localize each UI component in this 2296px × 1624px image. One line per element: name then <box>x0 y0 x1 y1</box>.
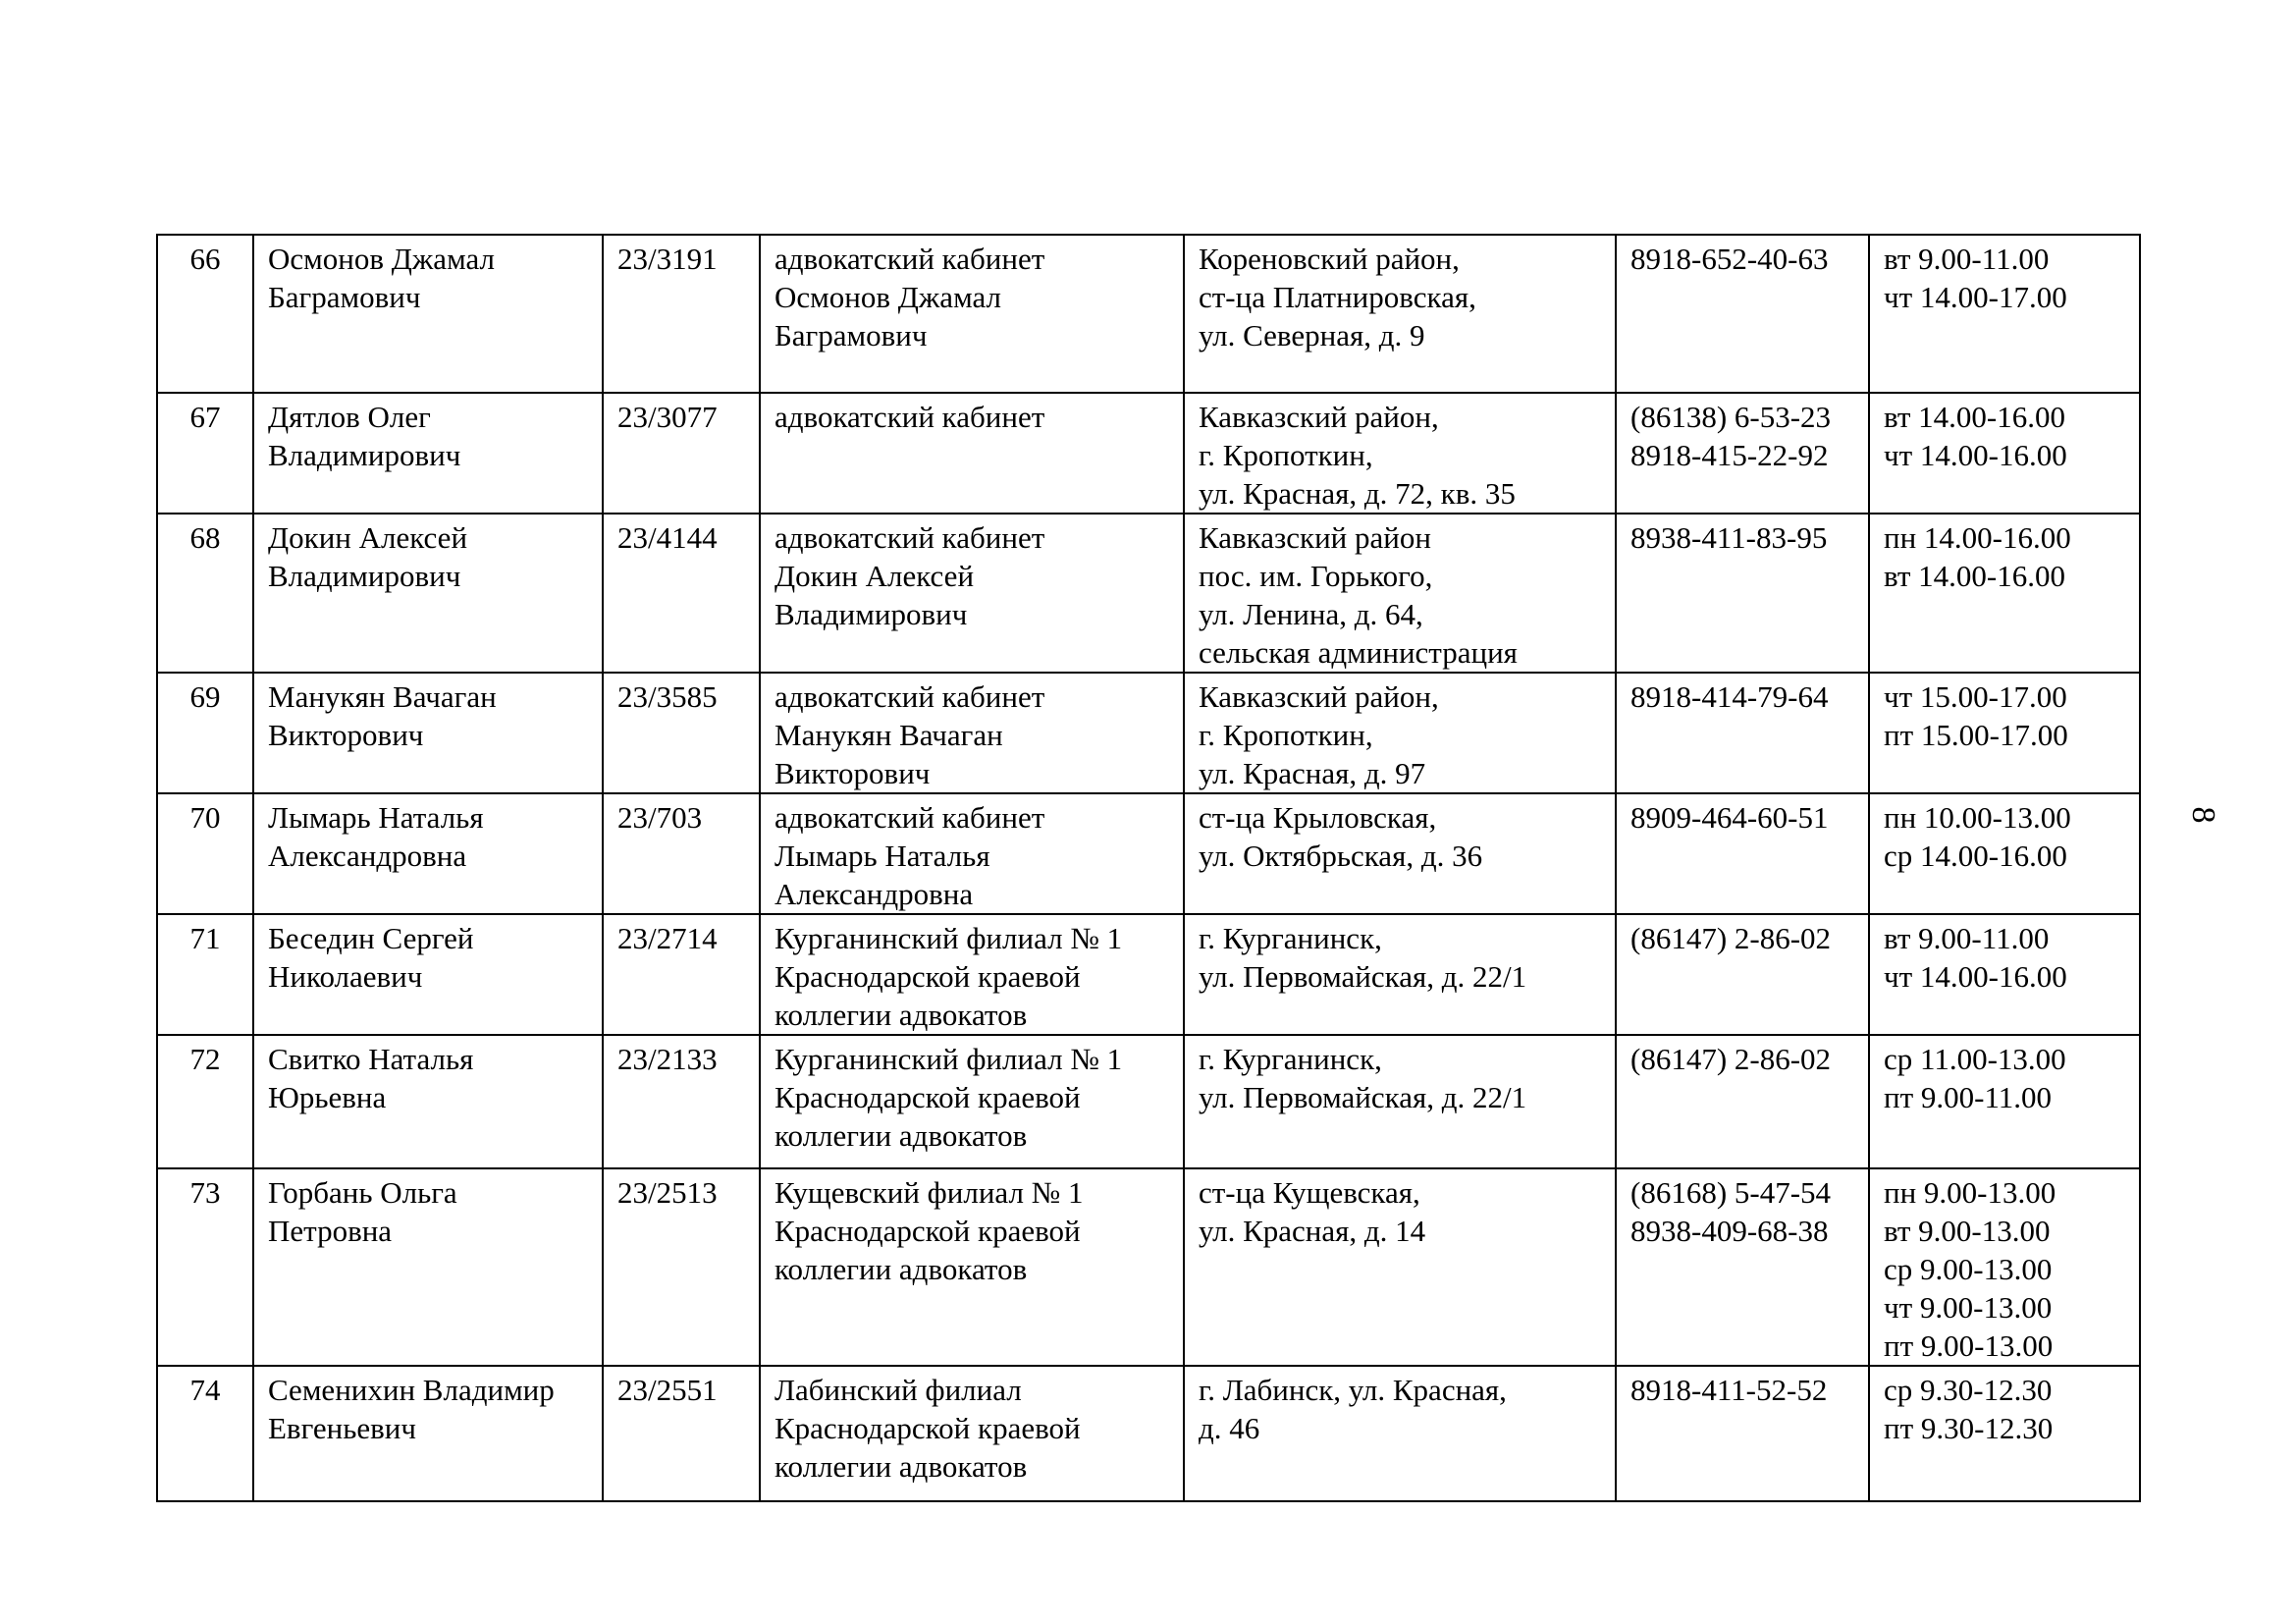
registry-number-cell: 23/2714 <box>603 914 760 1035</box>
lawyer-name-line: Юрьевна <box>268 1080 387 1114</box>
address-line: ст-ца Кущевская, <box>1199 1175 1420 1210</box>
table-row <box>157 914 2140 1035</box>
lawyer-name-line: Свитко Наталья <box>268 1042 474 1076</box>
address-line: ул. Октябрьская, д. 36 <box>1199 839 1483 873</box>
reception-hours-line: пн 10.00-13.00 <box>1884 800 2071 835</box>
address-cell <box>1184 1035 1616 1168</box>
reception-hours-line: пт 9.30-12.30 <box>1884 1411 2054 1445</box>
reception-hours-line: ср 11.00-13.00 <box>1884 1042 2066 1076</box>
reception-hours-line: пт 9.00-11.00 <box>1884 1080 2053 1114</box>
address-cell <box>1184 393 1616 514</box>
address-line: ст-ца Крыловская, <box>1199 800 1437 835</box>
organization-line: адвокатский кабинет <box>774 400 1045 434</box>
address-line: ул. Первомайская, д. 22/1 <box>1199 1080 1527 1114</box>
phone-line: (86138) 6-53-23 <box>1630 400 1832 434</box>
lawyer-name-cell <box>253 793 603 914</box>
reception-hours-cell <box>1869 793 2140 914</box>
address-line: г. Кропоткин, <box>1199 718 1373 752</box>
lawyer-name-line: Петровна <box>268 1214 393 1248</box>
registry-number-cell: 23/3585 <box>603 673 760 793</box>
reception-hours-line: чт 14.00-17.00 <box>1884 280 2067 314</box>
lawyer-name-cell <box>253 1035 603 1168</box>
lawyer-name-line: Владимирович <box>268 559 461 593</box>
address-line: г. Курганинск, <box>1199 921 1382 955</box>
organization-cell <box>760 514 1184 673</box>
address-cell <box>1184 235 1616 393</box>
phone-line: 8918-411-52-52 <box>1630 1373 1828 1407</box>
reception-hours-cell <box>1869 673 2140 793</box>
organization-line: Владимирович <box>774 597 968 631</box>
address-line: г. Курганинск, <box>1199 1042 1382 1076</box>
address-line: Кавказский район, <box>1199 400 1439 434</box>
address-line: ул. Красная, д. 97 <box>1199 756 1426 790</box>
organization-line: адвокатский кабинет <box>774 800 1045 835</box>
organization-cell <box>760 914 1184 1035</box>
organization-cell <box>760 1168 1184 1366</box>
row-number-cell: 66 <box>157 235 253 393</box>
organization-line: коллегии адвокатов <box>774 998 1028 1032</box>
reception-hours-line: чт 14.00-16.00 <box>1884 959 2067 994</box>
phone-line: 8909-464-60-51 <box>1630 800 1829 835</box>
address-line: ст-ца Платнировская, <box>1199 280 1476 314</box>
reception-hours-cell <box>1869 914 2140 1035</box>
organization-cell <box>760 235 1184 393</box>
row-number-cell: 70 <box>157 793 253 914</box>
organization-line: Викторович <box>774 756 931 790</box>
reception-hours-line: ср 9.00-13.00 <box>1884 1252 2053 1286</box>
phone-cell <box>1616 393 1869 514</box>
reception-hours-line: пн 14.00-16.00 <box>1884 520 2071 555</box>
table-row <box>157 393 2140 514</box>
address-line: ул. Красная, д. 14 <box>1199 1214 1426 1248</box>
organization-line: Курганинский филиал № 1 <box>774 1042 1123 1076</box>
reception-hours-line: вт 14.00-16.00 <box>1884 400 2065 434</box>
registry-number-cell: 23/2513 <box>603 1168 760 1366</box>
lawyer-name-line: Горбань Ольга <box>268 1175 457 1210</box>
lawyer-name-cell <box>253 1366 603 1501</box>
reception-hours-line: вт 14.00-16.00 <box>1884 559 2065 593</box>
phone-line: 8938-409-68-38 <box>1630 1214 1829 1248</box>
address-line: д. 46 <box>1199 1411 1260 1445</box>
lawyer-name-line: Викторович <box>268 718 424 752</box>
lawyer-name-line: Николаевич <box>268 959 423 994</box>
organization-line: Лабинский филиал <box>774 1373 1022 1407</box>
address-line: г. Кропоткин, <box>1199 438 1373 472</box>
row-number-cell: 68 <box>157 514 253 673</box>
row-number-cell: 74 <box>157 1366 253 1501</box>
organization-line: адвокатский кабинет <box>774 520 1045 555</box>
lawyer-name-line: Семенихин Владимир <box>268 1373 555 1407</box>
organization-line: Осмонов Джамал <box>774 280 1001 314</box>
row-number-cell: 69 <box>157 673 253 793</box>
table-row <box>157 235 2140 393</box>
phone-line: 8918-652-40-63 <box>1630 242 1829 276</box>
lawyer-name-line: Дятлов Олег <box>268 400 431 434</box>
organization-line: коллегии адвокатов <box>774 1449 1028 1484</box>
reception-hours-line: ср 9.30-12.30 <box>1884 1373 2053 1407</box>
address-line: Кавказский район <box>1199 520 1431 555</box>
organization-line: адвокатский кабинет <box>774 242 1045 276</box>
address-cell <box>1184 793 1616 914</box>
organization-line: Докин Алексей <box>774 559 975 593</box>
organization-line: Лымарь Наталья <box>774 839 990 873</box>
phone-cell <box>1616 1366 1869 1501</box>
phone-cell <box>1616 793 1869 914</box>
lawyer-name-line: Евгеньевич <box>268 1411 416 1445</box>
table-row <box>157 793 2140 914</box>
reception-hours-cell <box>1869 1168 2140 1366</box>
phone-cell <box>1616 235 1869 393</box>
organization-line: Александровна <box>774 877 974 911</box>
address-cell <box>1184 1168 1616 1366</box>
organization-line: Манукян Вачаган <box>774 718 1003 752</box>
registry-number-cell: 23/4144 <box>603 514 760 673</box>
phone-line: 8918-415-22-92 <box>1630 438 1829 472</box>
reception-hours-line: чт 14.00-16.00 <box>1884 438 2067 472</box>
address-line: Кавказский район, <box>1199 679 1439 714</box>
lawyer-name-line: Беседин Сергей <box>268 921 474 955</box>
page-number: 8 <box>2185 806 2221 824</box>
table-row <box>157 514 2140 673</box>
lawyer-name-cell <box>253 514 603 673</box>
address-line: ул. Ленина, д. 64, <box>1199 597 1423 631</box>
lawyer-name-cell <box>253 1168 603 1366</box>
address-line: ул. Северная, д. 9 <box>1199 318 1425 352</box>
organization-line: адвокатский кабинет <box>774 679 1045 714</box>
registry-number-cell: 23/2133 <box>603 1035 760 1168</box>
organization-line: Краснодарской краевой <box>774 1214 1081 1248</box>
address-line: сельская администрация <box>1199 635 1518 670</box>
organization-cell <box>760 393 1184 514</box>
lawyer-name-line: Докин Алексей <box>268 520 468 555</box>
organization-cell <box>760 1366 1184 1501</box>
reception-hours-line: вт 9.00-13.00 <box>1884 1214 2051 1248</box>
reception-hours-cell <box>1869 235 2140 393</box>
address-line: ул. Первомайская, д. 22/1 <box>1199 959 1527 994</box>
reception-hours-line: пн 9.00-13.00 <box>1884 1175 2056 1210</box>
phone-cell <box>1616 514 1869 673</box>
reception-hours-line: ср 14.00-16.00 <box>1884 839 2067 873</box>
registry-number-cell: 23/703 <box>603 793 760 914</box>
reception-hours-cell <box>1869 514 2140 673</box>
row-number-cell: 71 <box>157 914 253 1035</box>
reception-hours-line: вт 9.00-11.00 <box>1884 242 2050 276</box>
organization-line: Кущевский филиал № 1 <box>774 1175 1084 1210</box>
reception-hours-line: вт 9.00-11.00 <box>1884 921 2050 955</box>
lawyer-name-line: Лымарь Наталья <box>268 800 484 835</box>
registry-number-cell: 23/2551 <box>603 1366 760 1501</box>
row-number-cell: 72 <box>157 1035 253 1168</box>
organization-line: Краснодарской краевой <box>774 1080 1081 1114</box>
phone-cell <box>1616 1168 1869 1366</box>
address-cell <box>1184 673 1616 793</box>
lawyer-name-line: Владимирович <box>268 438 461 472</box>
lawyer-name-line: Осмонов Джамал <box>268 242 495 276</box>
address-line: г. Лабинск, ул. Красная, <box>1199 1373 1507 1407</box>
phone-line: (86147) 2-86-02 <box>1630 921 1832 955</box>
reception-hours-line: чт 9.00-13.00 <box>1884 1290 2053 1325</box>
lawyer-name-line: Александровна <box>268 839 467 873</box>
reception-hours-cell <box>1869 393 2140 514</box>
phone-cell <box>1616 914 1869 1035</box>
table-row <box>157 1035 2140 1168</box>
table-body <box>157 235 2140 1501</box>
address-line: пос. им. Горького, <box>1199 559 1433 593</box>
lawyer-name-line: Манукян Вачаган <box>268 679 497 714</box>
reception-hours-line: пт 9.00-13.00 <box>1884 1328 2054 1363</box>
phone-line: (86147) 2-86-02 <box>1630 1042 1832 1076</box>
reception-hours-cell <box>1869 1366 2140 1501</box>
lawyer-name-cell <box>253 673 603 793</box>
address-cell <box>1184 514 1616 673</box>
address-line: ул. Красная, д. 72, кв. 35 <box>1199 476 1516 511</box>
address-cell <box>1184 914 1616 1035</box>
phone-cell <box>1616 673 1869 793</box>
organization-line: Курганинский филиал № 1 <box>774 921 1123 955</box>
lawyers-table <box>156 234 2141 1502</box>
registry-number-cell: 23/3191 <box>603 235 760 393</box>
lawyer-name-cell <box>253 235 603 393</box>
organization-cell <box>760 1035 1184 1168</box>
table-row <box>157 1168 2140 1366</box>
phone-line: 8918-414-79-64 <box>1630 679 1829 714</box>
lawyer-name-line: Баграмович <box>268 280 421 314</box>
organization-line: коллегии адвокатов <box>774 1118 1028 1153</box>
table-row <box>157 673 2140 793</box>
organization-line: коллегии адвокатов <box>774 1252 1028 1286</box>
phone-line: (86168) 5-47-54 <box>1630 1175 1832 1210</box>
reception-hours-line: пт 15.00-17.00 <box>1884 718 2068 752</box>
phone-cell <box>1616 1035 1869 1168</box>
organization-cell <box>760 673 1184 793</box>
registry-number-cell: 23/3077 <box>603 393 760 514</box>
address-cell <box>1184 1366 1616 1501</box>
organization-line: Краснодарской краевой <box>774 1411 1081 1445</box>
phone-line: 8938-411-83-95 <box>1630 520 1828 555</box>
row-number-cell: 67 <box>157 393 253 514</box>
table-row <box>157 1366 2140 1501</box>
organization-line: Баграмович <box>774 318 928 352</box>
organization-line: Краснодарской краевой <box>774 959 1081 994</box>
address-line: Кореновский район, <box>1199 242 1460 276</box>
organization-cell <box>760 793 1184 914</box>
row-number-cell: 73 <box>157 1168 253 1366</box>
reception-hours-line: чт 15.00-17.00 <box>1884 679 2067 714</box>
reception-hours-cell <box>1869 1035 2140 1168</box>
lawyer-name-cell <box>253 393 603 514</box>
lawyer-name-cell <box>253 914 603 1035</box>
